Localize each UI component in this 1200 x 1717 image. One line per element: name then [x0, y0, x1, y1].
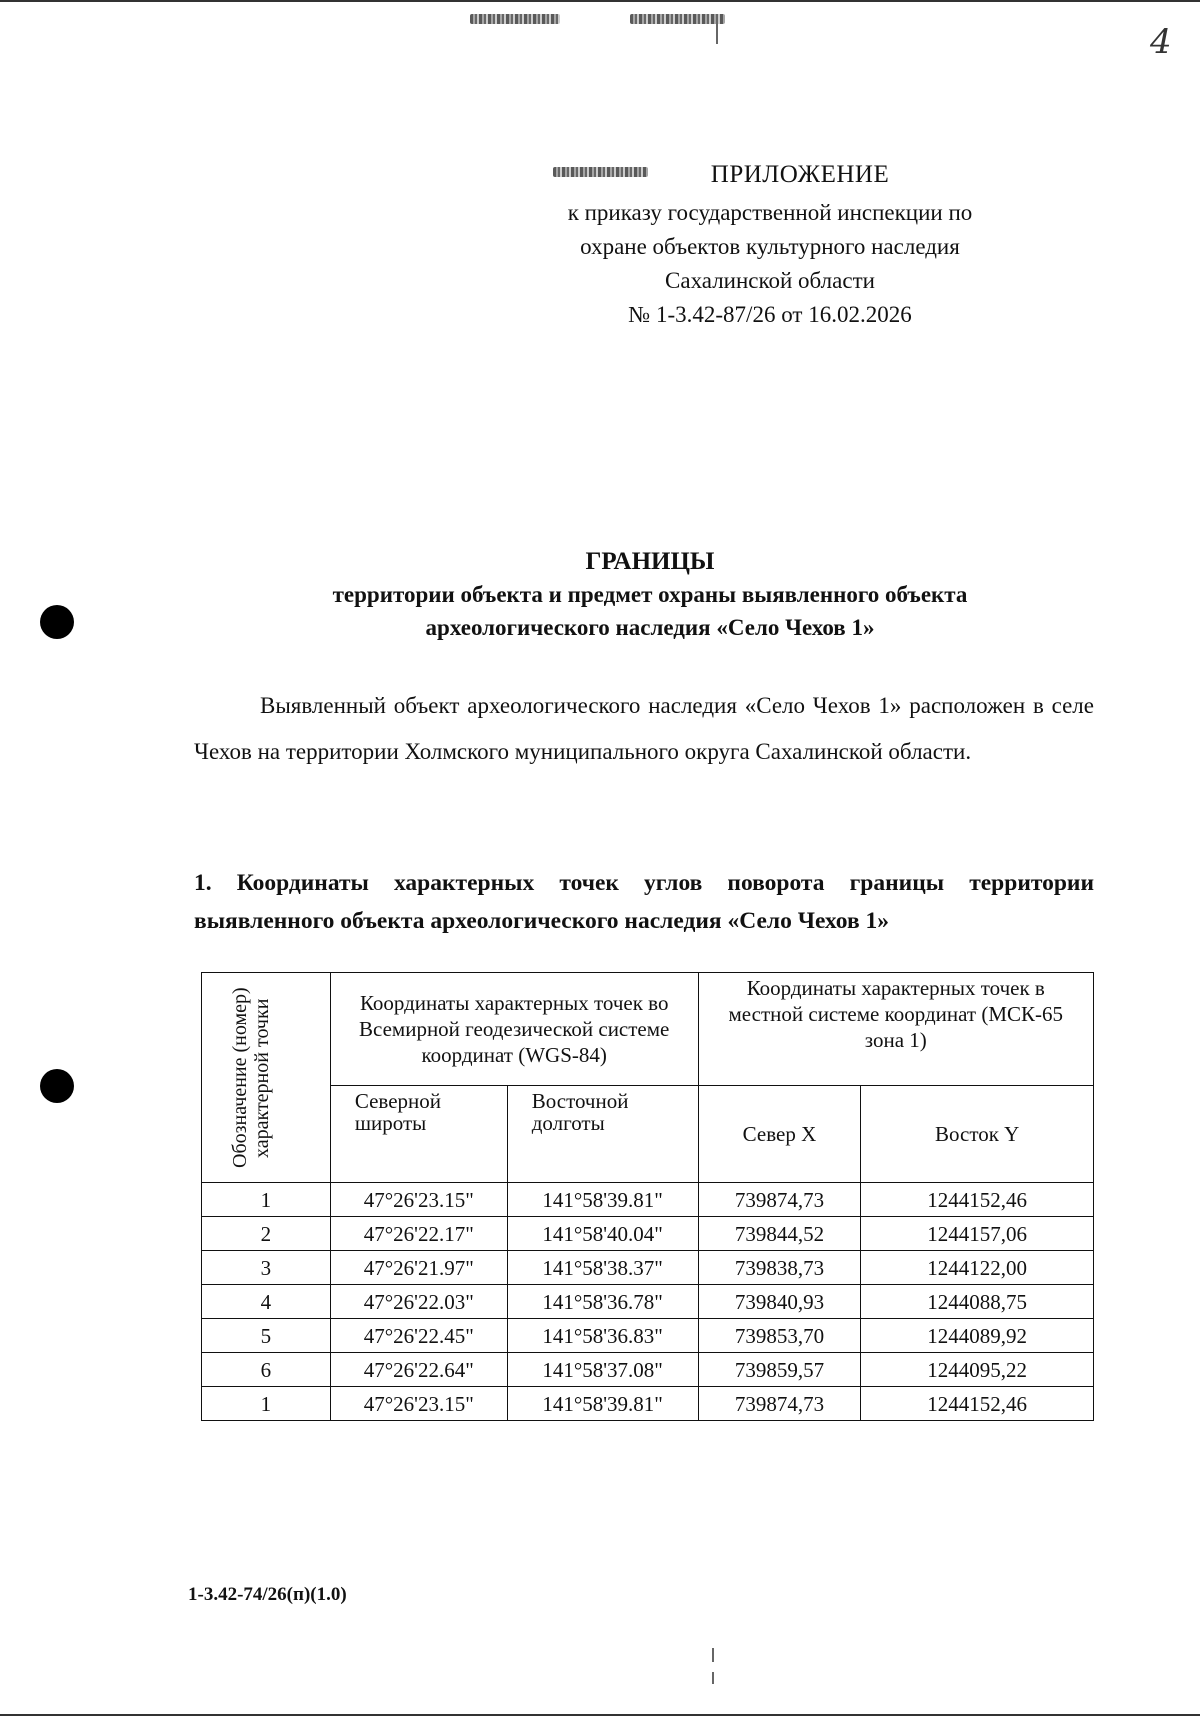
cell-lat: 47°26'22.03"	[330, 1285, 507, 1319]
top-edge-line	[0, 0, 1200, 2]
cell-lat: 47°26'22.64"	[330, 1353, 507, 1387]
cell-point: 1	[202, 1387, 331, 1421]
appendix-line: № 1-3.42-87/26 от 16.02.2026	[628, 302, 912, 327]
scan-mark	[470, 14, 560, 24]
intro-text: Выявленный объект археологического наследия «Село Чехов 1» расположен в селе Чехов на территории Холмского муниципального округа Сахалинской области.	[194, 693, 1094, 764]
cell-lon: 141°58'38.37"	[507, 1251, 698, 1285]
bottom-edge-line	[0, 1714, 1200, 1716]
punch-hole	[40, 605, 74, 639]
handwritten-page-number: 4	[1150, 22, 1172, 62]
heading-title: ГРАНИЦЫ	[585, 548, 715, 575]
section-title: 1. Координаты характерных точек углов поворота границы территории выявленного объекта археологического наследия «Село Чехов 1»	[194, 870, 1094, 934]
appendix-block	[560, 158, 980, 332]
scan-mark	[630, 14, 725, 24]
cell-point: 3	[202, 1251, 331, 1285]
cell-x: 739874,73	[698, 1183, 861, 1217]
cell-x: 739853,70	[698, 1319, 861, 1353]
cell-y: 1244095,22	[861, 1353, 1094, 1387]
cell-y: 1244157,06	[861, 1217, 1094, 1251]
appendix-line: к приказу государственной инспекции по	[567, 200, 973, 225]
header-north-latitude: Северной широты	[330, 1086, 507, 1183]
table-row	[202, 1353, 1094, 1387]
cell-lon: 141°58'37.08"	[507, 1353, 698, 1387]
header-north-x: Север X	[698, 1086, 861, 1183]
coordinates-table	[201, 972, 1094, 1421]
cell-lon: 141°58'39.81"	[507, 1183, 698, 1217]
table-row	[202, 1319, 1094, 1353]
cell-point: 5	[202, 1319, 331, 1353]
scan-tick	[712, 1672, 714, 1684]
cell-lon: 141°58'40.04"	[507, 1217, 698, 1251]
cell-point: 6	[202, 1353, 331, 1387]
cell-point: 4	[202, 1285, 331, 1319]
scan-tick	[712, 1648, 714, 1662]
appendix-line: Сахалинской области	[665, 268, 875, 293]
cell-point: 2	[202, 1217, 331, 1251]
cell-point: 1	[202, 1183, 331, 1217]
table-row	[202, 1217, 1094, 1251]
cell-x: 739874,73	[698, 1387, 861, 1421]
cell-y: 1244152,46	[861, 1183, 1094, 1217]
cell-y: 1244089,92	[861, 1319, 1094, 1353]
cell-lat: 47°26'23.15"	[330, 1387, 507, 1421]
table-header-row	[202, 973, 1094, 1086]
cell-x: 739859,57	[698, 1353, 861, 1387]
cell-x: 739844,52	[698, 1217, 861, 1251]
header-wgs84-group: Координаты характерных точек во Всемирной геодезической системе координат (WGS-84)	[330, 973, 698, 1086]
cell-lat: 47°26'23.15"	[330, 1183, 507, 1217]
table-subheader-row	[202, 1086, 1094, 1183]
appendix-line: охране объектов культурного наследия	[580, 234, 960, 259]
cell-y: 1244088,75	[861, 1285, 1094, 1319]
cell-x: 739840,93	[698, 1285, 861, 1319]
document-code: 1-3.42-74/26(п)(1.0)	[188, 1584, 347, 1605]
cell-lat: 47°26'21.97"	[330, 1251, 507, 1285]
table-row	[202, 1251, 1094, 1285]
heading-line: территории объекта и предмет охраны выявленного объекта	[332, 582, 968, 607]
table-row	[202, 1387, 1094, 1421]
cell-y: 1244152,46	[861, 1387, 1094, 1421]
cell-lon: 141°58'36.83"	[507, 1319, 698, 1353]
table-row	[202, 1285, 1094, 1319]
document-heading	[180, 545, 1120, 644]
heading-line: археологического наследия «Село Чехов 1»	[425, 615, 875, 640]
cell-x: 739838,73	[698, 1251, 861, 1285]
cell-lat: 47°26'22.17"	[330, 1217, 507, 1251]
appendix-title: ПРИЛОЖЕНИЕ	[710, 161, 890, 188]
header-east-y: Восток Y	[861, 1086, 1094, 1183]
header-east-longitude: Восточной долготы	[507, 1086, 698, 1183]
cell-lon: 141°58'39.81"	[507, 1387, 698, 1421]
scan-tick	[716, 14, 718, 44]
header-msk65-group: Координаты характерных точек в местной системе координат (МСК-65 зона 1)	[698, 973, 1093, 1086]
cell-y: 1244122,00	[861, 1251, 1094, 1285]
table-row	[202, 1183, 1094, 1217]
header-point-designation: Обозначение (номер) характерной точки	[202, 973, 331, 1183]
cell-lat: 47°26'22.45"	[330, 1319, 507, 1353]
cell-lon: 141°58'36.78"	[507, 1285, 698, 1319]
intro-paragraph	[194, 683, 1094, 775]
punch-hole	[40, 1069, 74, 1103]
